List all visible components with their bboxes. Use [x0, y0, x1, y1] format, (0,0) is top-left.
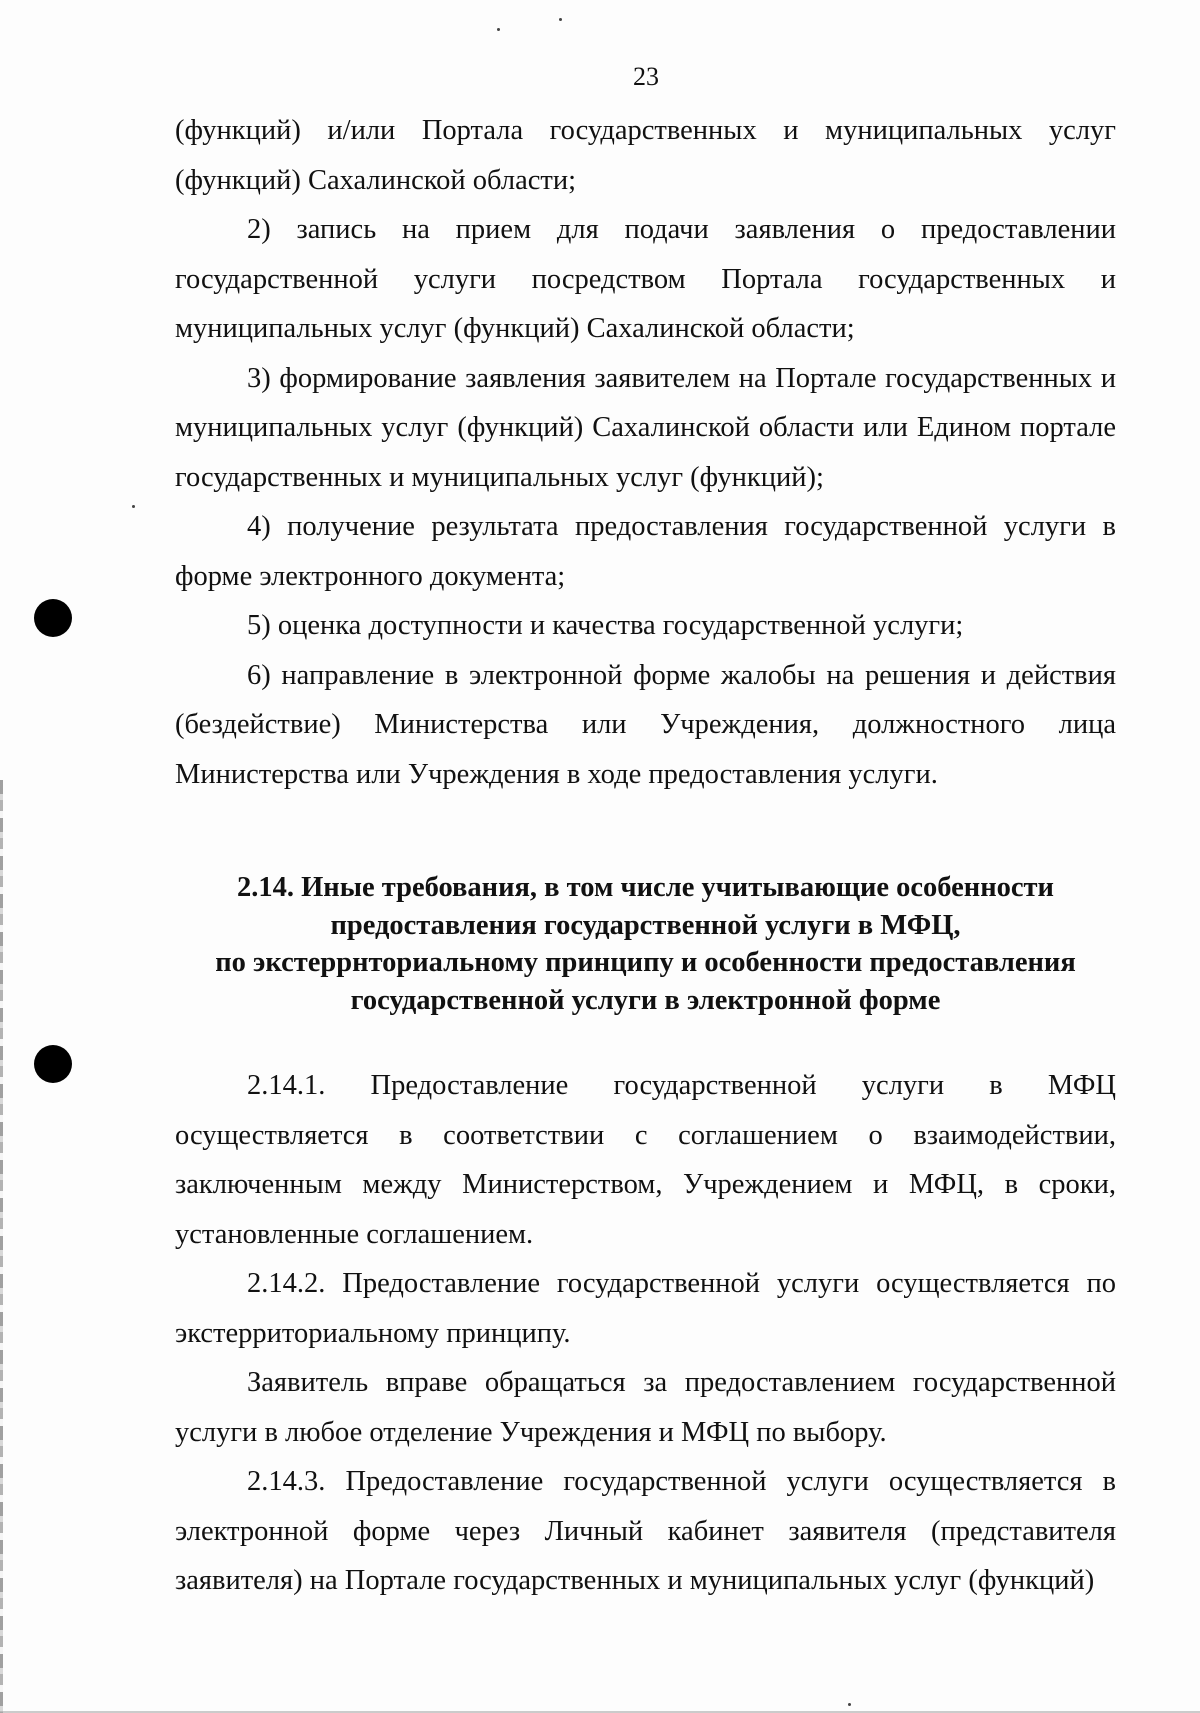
list-item-4: 4) получение результата предоставления государственной услуги в форме электронного документа;	[175, 511, 1116, 592]
list-item-3: 3) формирование заявления заявителем на Портале государственных и муниципальных услуг (функций) Сахалинской области или Едином портале государственных и муниципальных услуг (функций);	[175, 362, 1116, 493]
punch-hole-top	[34, 599, 72, 637]
section-heading-2-14	[175, 869, 1116, 1019]
clause-2-14-2-applicant: Заявитель вправе обращаться за предоставлением государственной услуги в любое отделение Учреждения и МФЦ по выбору.	[175, 1367, 1116, 1448]
scan-speck	[132, 505, 135, 508]
list-item-6: 6) направление в электронной форме жалобы на решения и действия (бездействие) Министерства или Учреждения, должностного лица Министерства или Учреждения в ходе предоставления услуги.	[175, 659, 1116, 790]
clause-2-14-2: 2.14.2. Предоставление государственной услуги осуществляется по экстерриториальному принципу.	[175, 1268, 1116, 1349]
scan-speck	[848, 1703, 851, 1706]
list-item-5: 5) оценка доступности и качества государственной услуги;	[247, 610, 964, 641]
scan-edge-artifact	[0, 780, 3, 1713]
heading-line: по экстеррнториальному принципу и особенности предоставления	[215, 947, 1076, 978]
list-item-2: 2) запись на прием для подачи заявления о предоставлении государственной услуги посредством Портала государственных и муниципальных услуг (функций) Сахалинской области;	[175, 214, 1116, 344]
scan-speck	[559, 18, 562, 21]
paragraph-continuation: (функций) и/или Портала государственных и муниципальных услуг (функций) Сахалинской области;	[175, 115, 1116, 196]
page-number: 23	[633, 62, 659, 91]
clause-2-14-3: 2.14.3. Предоставление государственной услуги осуществляется в электронной форме через Личный кабинет заявителя (представителя заявителя) на Портале государственных и муниципальных услуг (функций)	[175, 1466, 1116, 1596]
document-body	[175, 106, 1116, 1606]
punch-hole-bottom	[34, 1045, 72, 1083]
heading-line: предоставления государственной услуги в МФЦ,	[330, 909, 961, 941]
heading-line: государственной услуги в электронной форме	[350, 984, 941, 1016]
scan-speck	[497, 28, 500, 31]
heading-line: 2.14. Иные требования, в том числе учитывающие особенности	[237, 872, 1054, 903]
clause-2-14-1: 2.14.1. Предоставление государственной услуги в МФЦ осуществляется в соответствии с соглашением о взаимодействии, заключенным между Министерством, Учреждением и МФЦ, в сроки, установленные соглашением.	[175, 1070, 1116, 1250]
